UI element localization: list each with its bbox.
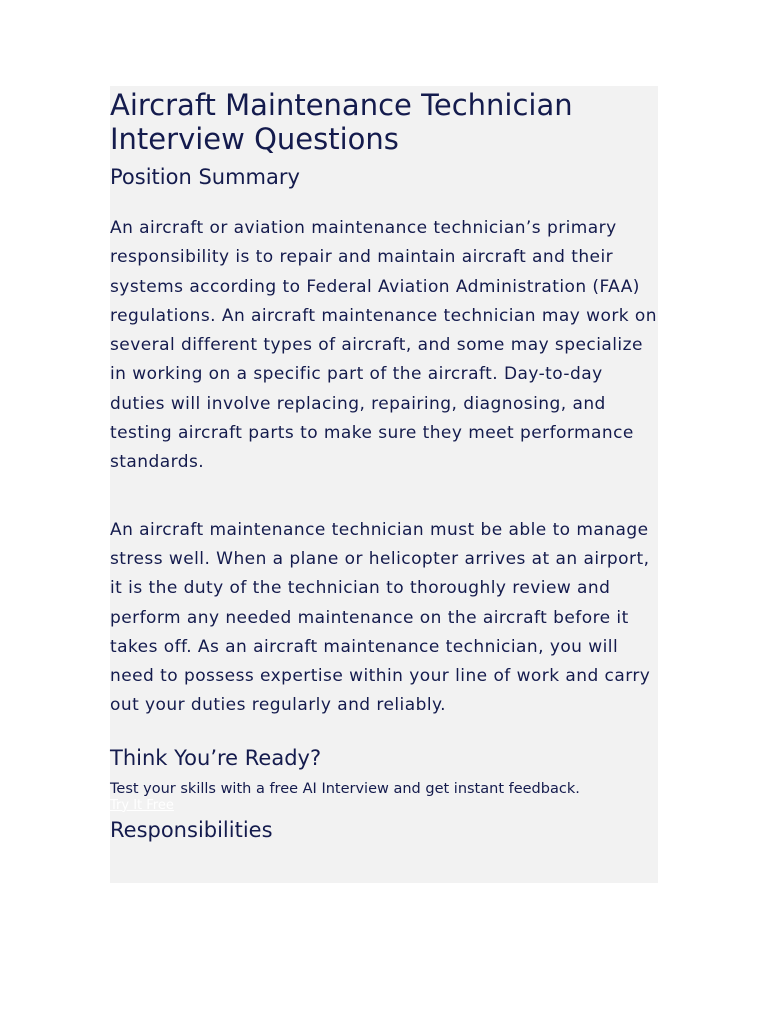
page-title: Aircraft Maintenance Technician Interview Questions xyxy=(110,88,573,156)
try-it-free-link[interactable]: Try It Free xyxy=(110,797,174,813)
document-page xyxy=(110,86,658,883)
position-summary-heading: Position Summary xyxy=(110,165,300,189)
summary-paragraph-2: An aircraft maintenance technician must be able to manage stress well. When a plane or helicopter arrives at an airport, it is the duty of the technician to thoroughly review and perform any needed maintenance on the aircraft before it takes off. As an aircraft maintenance technician, you will need to possess expertise within your line of work and carry out your duties regularly and reliably. xyxy=(110,519,651,716)
summary-paragraph-1: An aircraft or aviation maintenance technician’s primary responsibility is to repair and maintain aircraft and their systems according to Federal Aviation Administration (FAA) regulations. An aircraft maintenance technician may work on several different types of aircraft, and some may specialize in working on a specific part of the aircraft. Day-to-day duties will involve replacing, repairing, diagnosing, and testing aircraft parts to make sure they meet performance standards. xyxy=(110,218,657,473)
ready-cta-text: Test your skills with a free AI Interview and get instant feedback. xyxy=(110,780,580,797)
ready-heading: Think You’re Ready? xyxy=(110,745,322,770)
responsibilities-heading: Responsibilities xyxy=(110,817,273,842)
